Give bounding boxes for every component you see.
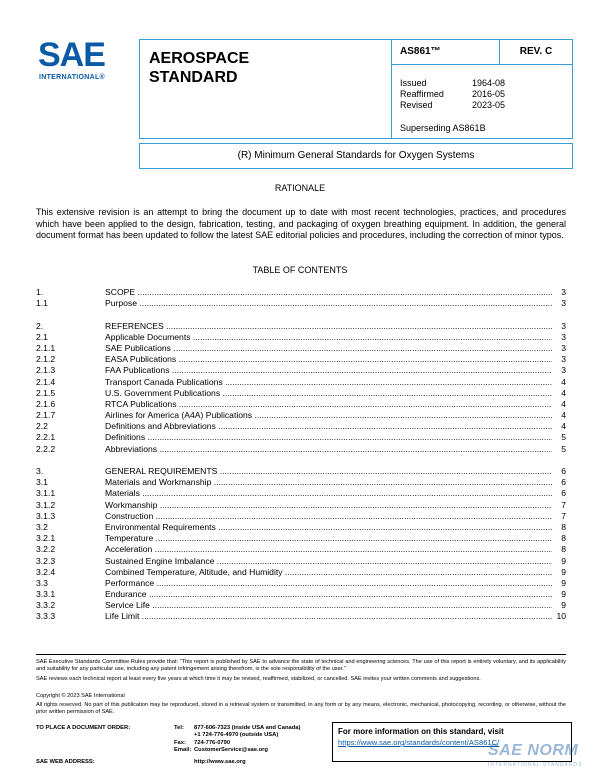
toc-entry-page: 5 xyxy=(561,432,566,443)
toc-entry-title[interactable]: U.S. Government Publications ..... xyxy=(105,388,552,399)
web-value[interactable]: http://www.sae.org xyxy=(194,759,246,765)
fax-label: Fax: xyxy=(174,739,186,746)
toc-entry-title[interactable]: Airlines for America (A4A) Publications ..... xyxy=(105,410,552,421)
toc-entry-number: 2.1.5 xyxy=(36,387,56,398)
toc-entry-title[interactable]: Materials ..... xyxy=(105,488,552,499)
toc-entry-page: 9 xyxy=(561,600,566,611)
sae-logo xyxy=(30,36,130,86)
toc-entry[interactable] xyxy=(36,511,566,522)
toc-entry-title[interactable]: SAE Publications ..... xyxy=(105,343,552,354)
footer-divider xyxy=(36,654,566,655)
superseding: Superseding AS861B xyxy=(400,123,486,133)
toc-entry-page: 3 xyxy=(561,331,566,342)
toc-entry-number: 2.2 xyxy=(36,421,48,432)
toc-entry[interactable] xyxy=(36,377,566,388)
toc-entry[interactable] xyxy=(36,354,566,365)
toc-entry-title[interactable]: SCOPE ..... xyxy=(105,287,552,298)
toc-list xyxy=(36,287,566,623)
toc-heading: TABLE OF CONTENTS xyxy=(252,265,348,275)
toc-entry-number: 3.3.2 xyxy=(36,600,56,611)
toc-entry-number: 3.1.2 xyxy=(36,499,56,510)
date-label: Revised xyxy=(400,100,433,110)
toc-entry[interactable] xyxy=(36,466,566,477)
toc-entry-page: 6 xyxy=(561,477,566,488)
toc-entry-number: 2.1.1 xyxy=(36,342,56,353)
toc-entry-number: 2. xyxy=(36,320,44,331)
toc-entry-title[interactable]: Life Limit ..... xyxy=(105,611,552,622)
toc-entry[interactable] xyxy=(36,589,566,600)
doc-title: (R) Minimum General Standards for Oxygen Systems xyxy=(237,150,475,161)
toc-entry-title[interactable]: Service Life ..... xyxy=(105,600,552,611)
toc-entry-title[interactable]: Applicable Documents ..... xyxy=(105,332,552,343)
toc-entry[interactable] xyxy=(36,399,566,410)
toc-entry-page: 3 xyxy=(561,298,566,309)
toc-entry-title[interactable]: Performance ..... xyxy=(105,578,552,589)
date-value: 1964-08 xyxy=(472,78,506,88)
toc-entry-title[interactable]: RTCA Publications ..... xyxy=(105,399,552,410)
toc-entry[interactable] xyxy=(36,556,566,567)
toc-entry-title[interactable]: Definitions ..... xyxy=(105,432,552,443)
toc-entry-number: 2.1.6 xyxy=(36,398,56,409)
date-row-reaffirmed xyxy=(400,89,505,100)
toc-entry[interactable] xyxy=(36,578,566,589)
toc-entry[interactable] xyxy=(36,477,566,488)
toc-entry-number: 2.2.2 xyxy=(36,443,56,454)
toc-entry-title[interactable]: Definitions and Abbreviations ..... xyxy=(105,421,552,432)
footer-copyright: Copyright © 2023 SAE International xyxy=(36,693,125,699)
toc-entry-number: 2.2.1 xyxy=(36,432,56,443)
toc-entry[interactable] xyxy=(36,421,566,432)
footer-rights-text: All rights reserved. No part of this publication may be reproduced, stored in a retrieval system or transmitted, in any form or by any means, electronic, mechanical, photocopying, recording, or otherwise, without the prior written permission of SAE. xyxy=(36,702,566,716)
toc-entry-page: 7 xyxy=(561,510,566,521)
rationale-text: This extensive revision is an attempt to bring the document up to date with most recent technologies, practices, and procedures which have been applied to the design, fabrication, testing, and packaging of oxygen breathing equipment. In addition, the general document format has been updated to follow the latest SAE editorial policies and procedures, including the correction of minor typos. xyxy=(36,207,566,240)
toc-entry[interactable] xyxy=(36,410,566,421)
toc-entry-page: 8 xyxy=(561,533,566,544)
toc-entry-page: 3 xyxy=(561,354,566,365)
toc-entry-number: 3.2.3 xyxy=(36,555,56,566)
doc-type-line2: STANDARD xyxy=(149,69,238,86)
toc-entry-title[interactable]: Transport Canada Publications ..... xyxy=(105,377,552,388)
toc-entry-page: 4 xyxy=(561,421,566,432)
watermark-text: SAE NORM xyxy=(488,742,579,759)
toc-entry[interactable] xyxy=(36,522,566,533)
toc-entry-title[interactable]: Temperature ..... xyxy=(105,533,552,544)
doc-type xyxy=(149,49,249,87)
tel-value: 877-606-7323 (inside USA and Canada) xyxy=(194,725,301,731)
toc-entry[interactable] xyxy=(36,544,566,555)
toc-entry-title[interactable]: Abbreviations ..... xyxy=(105,444,552,455)
toc-entry[interactable] xyxy=(36,298,566,309)
toc-entry-page: 9 xyxy=(561,555,566,566)
date-value: 2023-05 xyxy=(472,100,506,110)
toc-entry[interactable] xyxy=(36,365,566,376)
toc-entry-page: 3 xyxy=(561,287,566,297)
toc-entry-page: 3 xyxy=(561,342,566,353)
toc-entry-title[interactable]: EASA Publications ..... xyxy=(105,354,552,365)
toc-entry[interactable] xyxy=(36,444,566,455)
toc-entry-number: 1. xyxy=(36,287,44,297)
toc-entry-title[interactable]: Combined Temperature, Altitude, and Humidity ..... xyxy=(105,567,552,578)
toc-entry[interactable] xyxy=(36,488,566,499)
watermark-sub: INTERNATIONAL STANDARDS xyxy=(488,762,583,768)
toc-entry-number: 3.3.3 xyxy=(36,611,56,622)
toc-entry-page: 6 xyxy=(561,466,566,476)
toc-entry-page: 10 xyxy=(556,611,566,622)
toc-entry-page: 3 xyxy=(561,365,566,376)
tel2-value: +1 724-776-4970 (outside USA) xyxy=(194,732,279,739)
date-row-issued xyxy=(400,78,505,89)
rationale-heading: RATIONALE xyxy=(274,183,326,193)
toc-entry-number: 2.1.4 xyxy=(36,376,56,387)
toc-entry-title[interactable]: Workmanship ..... xyxy=(105,500,552,511)
date-row-revised xyxy=(400,100,505,111)
toc-entry-number: 3. xyxy=(36,466,44,476)
toc-entry-number: 3.1.1 xyxy=(36,488,56,499)
toc-entry-page: 8 xyxy=(561,544,566,555)
toc-entry-number: 3.2.4 xyxy=(36,566,56,577)
toc-entry[interactable] xyxy=(36,332,566,343)
toc-entry-number: 3.2.1 xyxy=(36,533,56,544)
toc-entry-number: 2.1.3 xyxy=(36,365,56,376)
toc-entry[interactable] xyxy=(36,533,566,544)
web-label: SAE WEB ADDRESS: xyxy=(36,759,95,765)
toc-entry-number: 3.3.1 xyxy=(36,589,56,600)
doc-type-line1: AEROSPACE xyxy=(149,50,250,67)
revision: REV. C xyxy=(519,46,553,57)
toc-entry-page: 4 xyxy=(561,398,566,409)
toc-entry-page: 5 xyxy=(561,443,566,454)
toc-entry-page: 9 xyxy=(561,577,566,588)
toc-entry[interactable] xyxy=(36,600,566,611)
toc-entry-number: 2.1 xyxy=(36,331,48,342)
tel-label: Tel: xyxy=(174,725,184,731)
date-value: 2016-05 xyxy=(472,89,506,99)
toc-entry-title[interactable]: Environmental Requirements ..... xyxy=(105,522,552,533)
toc-entry-title[interactable]: Acceleration ..... xyxy=(105,544,552,555)
toc-entry-number: 3.2 xyxy=(36,521,48,532)
toc-entry-title[interactable]: GENERAL REQUIREMENTS ..... xyxy=(105,466,552,477)
toc-entry-page: 3 xyxy=(561,320,566,331)
toc-entry[interactable] xyxy=(36,321,566,332)
toc-entry-page: 4 xyxy=(561,410,566,421)
toc-entry[interactable] xyxy=(36,432,566,443)
doc-number: AS861™ xyxy=(400,46,441,57)
standard-link[interactable]: https://www.sae.org/standards/content/AS861C/ xyxy=(338,738,500,747)
toc-entry-title[interactable]: Construction ..... xyxy=(105,511,552,522)
footer-rules-text: SAE Executive Standards Committee Rules provide that: "This report is published by SAE to advance the state of technical and engineering sciences. The use of this report is entirely voluntary, and its applicability and suitability for any particular use, including any patent infringement arising therefrom, is the sole responsibility of the user." xyxy=(36,659,566,673)
email-label: Email: xyxy=(174,747,192,754)
order-label: TO PLACE A DOCUMENT ORDER: xyxy=(36,725,131,731)
toc-entry-title[interactable]: Purpose ..... xyxy=(105,298,552,309)
toc-entry[interactable] xyxy=(36,567,566,578)
toc-entry[interactable] xyxy=(36,611,566,622)
footer-review-text: SAE reviews each technical report at least every five years at which time it may be revised, reaffirmed, stabilized, or cancelled. SAE invites your written comments and suggestions. xyxy=(36,676,481,682)
toc-entry-title[interactable]: Materials and Workmanship ..... xyxy=(105,477,552,488)
toc-entry[interactable] xyxy=(36,500,566,511)
toc-entry-title[interactable]: Endurance ..... xyxy=(105,589,552,600)
toc-entry[interactable] xyxy=(36,287,566,298)
toc-entry-number: 3.1 xyxy=(36,477,48,488)
toc-entry-page: 7 xyxy=(561,499,566,510)
toc-entry-title[interactable]: REFERENCES ..... xyxy=(105,321,552,332)
toc-entry-page: 9 xyxy=(561,589,566,600)
info-heading: For more information on this standard, visit xyxy=(338,727,504,736)
toc-entry-page: 4 xyxy=(561,376,566,387)
dates-list xyxy=(400,78,505,111)
email-value[interactable]: CustomerService@sae.org xyxy=(194,747,268,754)
toc-entry-page: 6 xyxy=(561,488,566,499)
toc-entry-number: 1.1 xyxy=(36,298,48,309)
sae-logo-mark: SAE xyxy=(38,36,105,74)
toc-entry-number: 2.1.2 xyxy=(36,354,56,365)
toc-entry-number: 3.1.3 xyxy=(36,510,56,521)
toc-entry-title[interactable]: Sustained Engine Imbalance ..... xyxy=(105,556,552,567)
sae-logo-sub: INTERNATIONAL® xyxy=(39,74,106,81)
toc-entry[interactable] xyxy=(36,388,566,399)
toc-entry-title[interactable]: FAA Publications ..... xyxy=(105,365,552,376)
date-label: Reaffirmed xyxy=(400,89,444,99)
toc-entry-number: 3.2.2 xyxy=(36,544,56,555)
toc-entry-number: 3.3 xyxy=(36,577,48,588)
date-label: Issued xyxy=(400,78,427,88)
toc-entry[interactable] xyxy=(36,343,566,354)
toc-entry-page: 9 xyxy=(561,566,566,577)
toc-entry-number: 2.1.7 xyxy=(36,410,56,421)
toc-entry-page: 8 xyxy=(561,521,566,532)
fax-value: 724-776-0790 xyxy=(194,739,231,746)
toc-entry-page: 4 xyxy=(561,387,566,398)
watermark xyxy=(470,740,595,772)
